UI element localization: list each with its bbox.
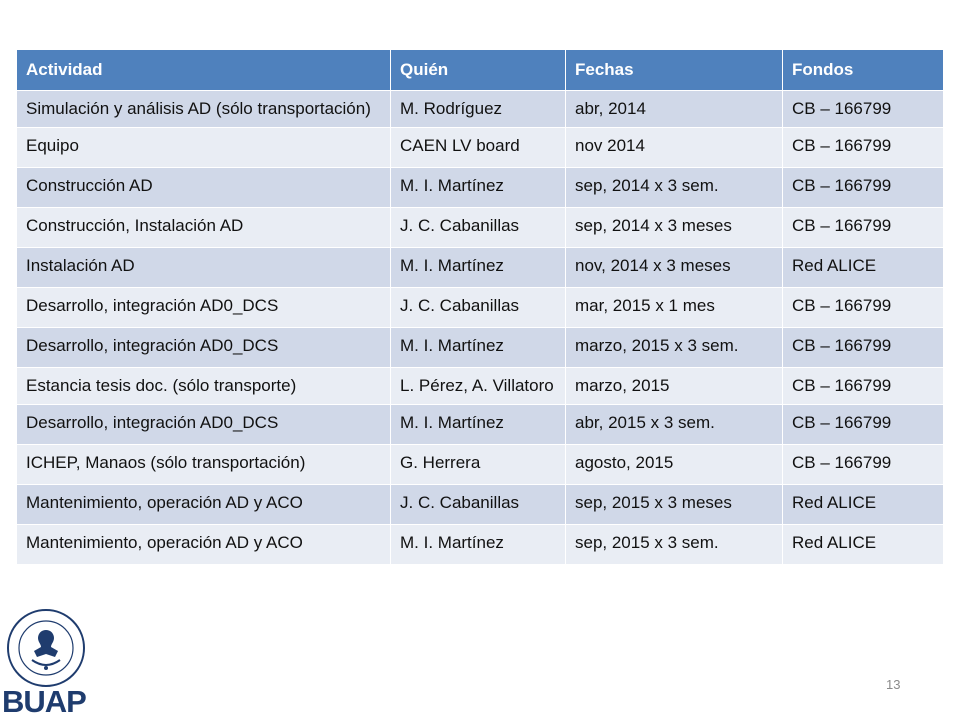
cell-fondos: CB – 166799 (783, 168, 944, 208)
header-actividad: Actividad (17, 50, 391, 91)
cell-fondos: CB – 166799 (783, 208, 944, 248)
cell-quien: G. Herrera (391, 445, 566, 485)
cell-quien: L. Pérez, A. Villatoro (391, 368, 566, 405)
cell-quien: CAEN LV board (391, 128, 566, 168)
cell-fechas: marzo, 2015 (566, 368, 783, 405)
cell-actividad: Desarrollo, integración AD0_DCS (17, 328, 391, 368)
table-row (17, 248, 944, 288)
table-row (17, 168, 944, 208)
cell-fechas: marzo, 2015 x 3 sem. (566, 328, 783, 368)
cell-fechas: sep, 2014 x 3 sem. (566, 168, 783, 208)
cell-quien: J. C. Cabanillas (391, 485, 566, 525)
cell-actividad: Simulación y análisis AD (sólo transportación) (17, 91, 391, 128)
table-row (17, 128, 944, 168)
cell-fondos: CB – 166799 (783, 288, 944, 328)
cell-quien: M. I. Martínez (391, 168, 566, 208)
table-row (17, 485, 944, 525)
cell-quien: M. Rodríguez (391, 91, 566, 128)
cell-actividad: Desarrollo, integración AD0_DCS (17, 288, 391, 328)
table-row (17, 328, 944, 368)
table-row (17, 525, 944, 565)
buap-seal-logo (6, 608, 86, 688)
cell-fechas: sep, 2014 x 3 meses (566, 208, 783, 248)
cell-fechas: nov, 2014 x 3 meses (566, 248, 783, 288)
buap-wordmark: BUAP (2, 684, 86, 719)
cell-actividad: Instalación AD (17, 248, 391, 288)
cell-quien: J. C. Cabanillas (391, 288, 566, 328)
cell-quien: J. C. Cabanillas (391, 208, 566, 248)
table-row (17, 208, 944, 248)
cell-actividad: Equipo (17, 128, 391, 168)
cell-actividad: Estancia tesis doc. (sólo transporte) (17, 368, 391, 405)
table-row (17, 288, 944, 328)
cell-fondos: CB – 166799 (783, 128, 944, 168)
cell-fechas: nov 2014 (566, 128, 783, 168)
table-row (17, 405, 944, 445)
table-row (17, 368, 944, 405)
cell-actividad: Construcción AD (17, 168, 391, 208)
cell-quien: M. I. Martínez (391, 405, 566, 445)
cell-actividad: Desarrollo, integración AD0_DCS (17, 405, 391, 445)
cell-fondos: CB – 166799 (783, 368, 944, 405)
header-fondos: Fondos (783, 50, 944, 91)
header-quien: Quién (391, 50, 566, 91)
cell-fechas: sep, 2015 x 3 meses (566, 485, 783, 525)
cell-fondos: Red ALICE (783, 485, 944, 525)
cell-fondos: CB – 166799 (783, 405, 944, 445)
cell-fondos: Red ALICE (783, 248, 944, 288)
cell-fechas: abr, 2014 (566, 91, 783, 128)
cell-fondos: CB – 166799 (783, 91, 944, 128)
table-row (17, 445, 944, 485)
cell-fechas: abr, 2015 x 3 sem. (566, 405, 783, 445)
cell-actividad: Mantenimiento, operación AD y ACO (17, 525, 391, 565)
cell-quien: M. I. Martínez (391, 328, 566, 368)
page-number: 13 (886, 677, 901, 692)
table-row (17, 91, 944, 128)
cell-fechas: mar, 2015 x 1 mes (566, 288, 783, 328)
header-fechas: Fechas (566, 50, 783, 91)
cell-quien: M. I. Martínez (391, 248, 566, 288)
cell-fondos: Red ALICE (783, 525, 944, 565)
cell-fondos: CB – 166799 (783, 445, 944, 485)
cell-actividad: Mantenimiento, operación AD y ACO (17, 485, 391, 525)
cell-actividad: ICHEP, Manaos (sólo transportación) (17, 445, 391, 485)
cell-fechas: sep, 2015 x 3 sem. (566, 525, 783, 565)
activity-table (16, 49, 944, 565)
cell-quien: M. I. Martínez (391, 525, 566, 565)
cell-fechas: agosto, 2015 (566, 445, 783, 485)
cell-actividad: Construcción, Instalación AD (17, 208, 391, 248)
cell-fondos: CB – 166799 (783, 328, 944, 368)
table-header-row (17, 50, 944, 91)
